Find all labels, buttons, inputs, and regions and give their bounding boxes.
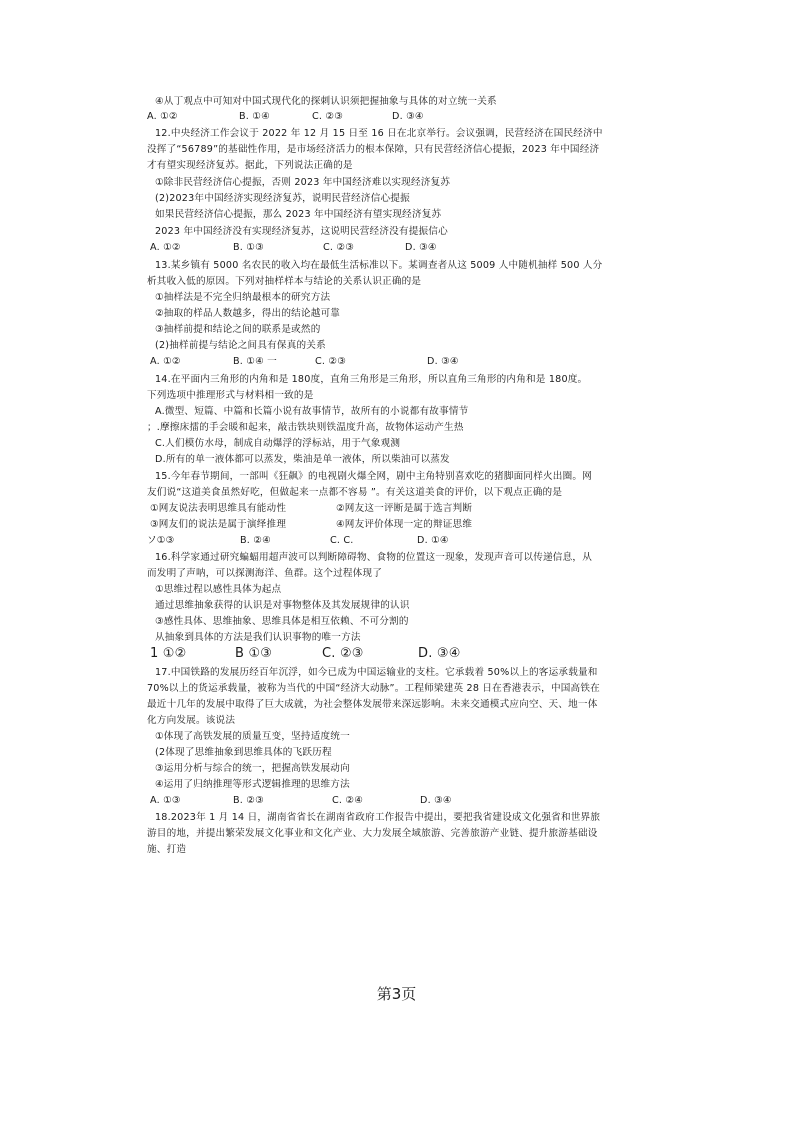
q15-stem-line2: 友们说“这道美食虽然好吃，但做起来一点都不容易 ”。有关这道美食的评价，以下观点正确的是 bbox=[147, 487, 563, 498]
option-b: B. ①③ bbox=[233, 242, 264, 253]
option-d: D. ③④ bbox=[420, 795, 452, 806]
q15-statement-1: ①网友说法表明思维具有能动性 bbox=[150, 503, 287, 514]
q16-statement-1: ①思维过程以感性具体为起点 bbox=[155, 584, 282, 595]
q12-statement-4: 2023 年中国经济没有实现经济复苏，这说明民营经济没有提振信心 bbox=[155, 226, 448, 237]
option-d: D. ①④ bbox=[417, 535, 449, 546]
q13-stem-line1: 13.某乡镇有 5000 名农民的收入均在最低生活标准以下。某调查者从这 5009 人中随机抽样 500 人分 bbox=[155, 260, 603, 271]
option-a: A. ①② bbox=[147, 111, 178, 122]
q17-statement-1: ①体现了高铁发展的质量互变，坚持适度统一 bbox=[155, 731, 350, 742]
q17-statement-4: ④运用了归纳推理等形式逻辑推理的思维方法 bbox=[155, 779, 350, 790]
option-c: C. C. bbox=[330, 535, 354, 546]
option-c: C. ②③ bbox=[323, 242, 354, 253]
q13-statement-1: ①抽样法是不完全归纳最根本的研究方法 bbox=[155, 292, 331, 303]
q13-stem-line2: 析其收入低的原因。下列对抽样样本与结论的关系认识正确的是 bbox=[147, 276, 422, 287]
q14-stem-line1: 14.在平面内三角形的内角和是 180度，直角三角形是三角形，所以直角三角形的内角和是 180度。 bbox=[155, 374, 588, 385]
q18-stem-line2: 游目的地，并提出繁荣发展文化事业和文化产业、大力发展全域旅游、完善旅游产业链、提升旅游基础设 bbox=[147, 828, 598, 839]
q14-option-a: A.微型、短篇、中篇和长篇小说有故事情节，故所有的小说都有故事情节 bbox=[155, 406, 469, 417]
q17-stem-line4: 化方向发展。该说法 bbox=[147, 715, 236, 726]
option-c: C. ②③ bbox=[315, 356, 346, 367]
q15-statement-2: ②网友这一评断是属于选言判断 bbox=[336, 503, 473, 514]
q11-statement-4: ④从丁观点中可知对中国式现代化的探刺认识须把握抽象与具体的对立统一关系 bbox=[155, 96, 497, 107]
q18-stem-line1: 18.2023年 1 月 14 日，湖南省省长在湖南省政府工作报告中提出，要把我省建设成文化强省和世界旅 bbox=[155, 812, 601, 823]
option-b: B ①③ bbox=[235, 646, 273, 661]
q17-stem-line2: 70%以上的货运承载量，被称为当代的中国“经济大动脉”。工程师梁建英 28 日在香港表示，中国高铁在 bbox=[147, 683, 600, 694]
q15-stem-line1: 15.今年春节期间，一部叫《狂飙》的电视剧火爆全网，剧中主角特别喜欢吃的猪脚面同样火出圈。网 bbox=[155, 471, 592, 482]
q14-stem-line2: 下列选项中推理形式与材料相一致的是 bbox=[147, 390, 314, 401]
option-a: A. ①② bbox=[150, 242, 181, 253]
q12-statement-2: (2)2023年中国经济实现经济复苏，说明民营经济信心提振 bbox=[155, 193, 410, 204]
option-b: B. ①④ 一 bbox=[233, 356, 277, 367]
q15-statement-4: ④网友评价体现一定的辩证思维 bbox=[336, 519, 473, 530]
q12-stem-line2: 没挥了“56789”的基础性作用，是市场经济活力的根本保障，只有民营经济信心提振，2023 年中国经济 bbox=[147, 144, 600, 155]
q13-statement-4: (2)抽样前提与结论之间具有保真的关系 bbox=[155, 340, 326, 351]
option-c: C. ②③ bbox=[312, 111, 343, 122]
option-b: B. ②④ bbox=[240, 535, 271, 546]
q12-stem-line3: 才有望实现经济复苏。据此，下列说法正确的是 bbox=[147, 160, 353, 171]
q13-statement-2: ②抽取的样品人数越多，得出的结论越可靠 bbox=[155, 308, 341, 319]
option-b: B. ②③ bbox=[233, 795, 264, 806]
q17-statement-3: ③运用分析与综合的统一，把握高铁发展动向 bbox=[155, 763, 350, 774]
q14-option-b: ；.摩擦床擂的手会暖和起来，敲击铁块则铁温度升高，故物体运动产生热 bbox=[147, 422, 464, 433]
q12-statement-3: 如果民营经济信心提振，那么 2023 年中国经济有望实现经济复苏 bbox=[155, 209, 442, 220]
option-c: C. ②④ bbox=[332, 795, 363, 806]
option-a: 1 ①② bbox=[150, 646, 187, 661]
q16-statement-2: 通过思维抽象获得的认识是对事物整体及其发展规律的认识 bbox=[155, 600, 410, 611]
q12-stem-line1: 12.中央经济工作会议于 2022 年 12 月 15 日至 16 日在北京举行。会议强调，民营经济在国民经济中 bbox=[155, 128, 603, 139]
option-d: D. ③④ bbox=[427, 356, 459, 367]
q16-stem-line1: 16.科学家通过研究蝙蝠用超声波可以判断障碍物、食物的位置这一现象，发现声音可以传递信息，从 bbox=[155, 552, 592, 563]
q16-statement-3: ③感性具体、思维抽象、思维具体是相互依赖、不可分割的 bbox=[155, 616, 409, 627]
q17-statement-2: (2体现了思维抽象到思维具体的飞跃历程 bbox=[155, 747, 332, 758]
option-a: ソ①③ bbox=[147, 535, 175, 546]
q14-option-d: D.所有的单一液体都可以蒸发，柴油是单一液体，所以柴油可以蒸发 bbox=[155, 454, 450, 465]
q12-statement-1: ①除非民营经济信心提振，否则 2023 年中国经济难以实现经济复苏 bbox=[155, 177, 451, 188]
q15-statement-3: ③网友们的说法是属于演绎推理 bbox=[150, 519, 287, 530]
option-d: D. ③④ bbox=[405, 242, 437, 253]
page-number: 第3页 bbox=[376, 985, 417, 1003]
option-a: A. ①③ bbox=[150, 795, 181, 806]
option-a: A. ①② bbox=[150, 356, 181, 367]
q17-stem-line3: 最近十几年的发展中取得了巨大成就，为社会整体发展带来深远影响。未来交通模式应向空、天、地一体 bbox=[147, 699, 598, 710]
q16-statement-4: 从抽象到具体的方法是我们认识事物的唯一方法 bbox=[155, 632, 361, 643]
q14-option-c: C.人们模仿水母，制成自动爆浮的浮标站，用于气象观测 bbox=[155, 438, 401, 449]
option-c: C. ②③ bbox=[322, 646, 364, 661]
q13-statement-3: ③抽样前提和结论之间的联系是或然的 bbox=[155, 324, 321, 335]
q18-stem-line3: 施、打造 bbox=[147, 844, 187, 855]
option-d: D. ③④ bbox=[418, 646, 461, 661]
q16-stem-line2: 而发明了声呐，可以探测海洋、鱼群。这个过程体现了 bbox=[147, 568, 383, 579]
option-d: D. ③④ bbox=[392, 111, 424, 122]
option-b: B. ①④ bbox=[239, 111, 270, 122]
q17-stem-line1: 17.中国铁路的发展历经百年沉浮，如今已成为中国运输业的支柱。它承载着 50%以上的客运承载量和 bbox=[155, 667, 598, 678]
